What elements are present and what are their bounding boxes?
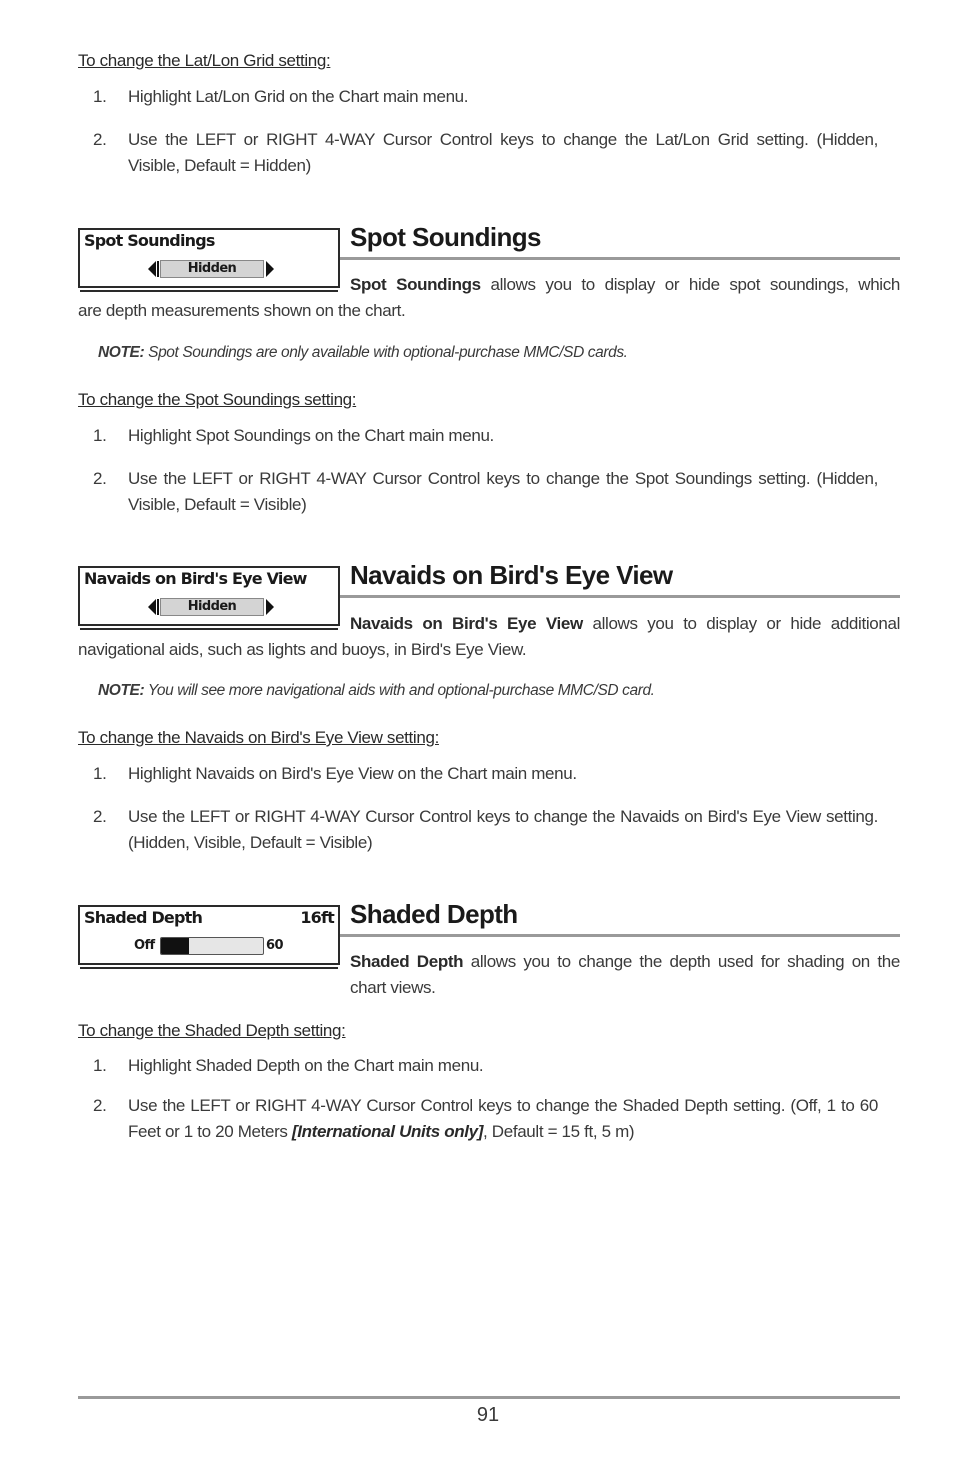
shaded-depth-title: Shaded Depth [350, 899, 518, 929]
navaids-menu-value: Hidden [160, 598, 264, 616]
navaids-menu-label: Navaids on Bird's Eye View [84, 569, 307, 588]
shaded-depth-lead-bold: Shaded Depth [350, 952, 464, 971]
navaids-heading: To change the Navaids on Bird's Eye View setting: [78, 728, 439, 747]
latlon-step-2-number: 2. [93, 130, 107, 149]
shaded-depth-heading: To change the Shaded Depth setting: [78, 1021, 346, 1040]
navaids-title: Navaids on Bird's Eye View [350, 560, 673, 590]
shaded-depth-description [350, 949, 900, 1001]
latlon-step-1-number: 1. [93, 87, 107, 106]
spot-soundings-description [78, 272, 900, 324]
navaids-note [98, 682, 655, 700]
latlon-heading: To change the Lat/Lon Grid setting: [78, 51, 331, 70]
shaded-depth-slider [160, 937, 264, 955]
menu-image-underline [80, 967, 338, 969]
shaded-depth-title-rule [340, 934, 900, 937]
shaded-step-2-number: 2. [93, 1096, 107, 1115]
page-number: 91 [476, 1404, 500, 1426]
navaids-description-cont: navigational aids, such as lights and buoys, in Bird's Eye View. [78, 640, 527, 659]
shaded-depth-menu-image [78, 905, 340, 965]
spot-step-2-number: 2. [93, 469, 107, 488]
spot-soundings-title: Spot Soundings [350, 222, 541, 252]
navaids-step-1-number: 1. [93, 764, 107, 783]
shaded-step-1-text: Highlight Shaded Depth on the Chart main menu. [128, 1056, 484, 1075]
shaded-step-1-number: 1. [93, 1056, 107, 1075]
spot-soundings-description-cont: are depth measurements shown on the chart. [78, 301, 406, 320]
shaded-step-2-text-before: Use the LEFT or RIGHT 4-WAY Cursor Control keys to change the Shaded Depth setting. (Off, 1 to 60 Feet or 1 to 20 Meters [128, 1096, 878, 1141]
spot-note-text: Spot Soundings are only available with optional-purchase MMC/SD cards. [144, 344, 628, 361]
spot-step-2-text: Use the LEFT or RIGHT 4-WAY Cursor Control keys to change the Spot Soundings setting. (Hidden, Visible, Default = Visible) [128, 469, 878, 514]
navaids-step-2-number: 2. [93, 807, 107, 826]
navaids-note-text: You will see more navigational aids with and optional-purchase MMC/SD card. [144, 682, 655, 699]
navaids-lead-rest: allows you to display or hide additional [582, 614, 900, 633]
spot-soundings-menu-label: Spot Soundings [84, 231, 215, 250]
navaids-step-2-text: Use the LEFT or RIGHT 4-WAY Cursor Control keys to change the Navaids on Bird's Eye View setting. (Hidden, Visible, Default = Visible) [128, 807, 878, 852]
navaids-description [78, 611, 900, 663]
spot-step-1-text: Highlight Spot Soundings on the Chart main menu. [128, 426, 494, 445]
shaded-step-2-emphasis: [International Units only] [291, 1122, 484, 1141]
navaids-lead-bold: Navaids on Bird's Eye View [350, 614, 583, 633]
latlon-step-2-text: Use the LEFT or RIGHT 4-WAY Cursor Control keys to change the Lat/Lon Grid setting. (Hidden, Visible, Default = Hidden) [128, 130, 878, 175]
footer-rule [78, 1396, 900, 1399]
spot-soundings-title-rule [340, 257, 900, 260]
shaded-depth-lead-rest: allows you to change the depth used for shading on the chart views. [350, 952, 900, 997]
navaids-title-rule [340, 595, 900, 598]
spot-step-1-number: 1. [93, 426, 107, 445]
latlon-step-1-text: Highlight Lat/Lon Grid on the Chart main menu. [128, 87, 469, 106]
spot-soundings-lead-rest: allows you to display or hide spot soundings, which [480, 275, 900, 294]
spot-note-label: NOTE: [98, 344, 145, 361]
slider-fill [161, 938, 189, 954]
slider-max-label: 60 [266, 938, 283, 953]
spot-soundings-note [98, 344, 628, 362]
shaded-step-2-text [128, 1093, 878, 1145]
navaids-note-label: NOTE: [98, 682, 145, 699]
shaded-depth-menu-label: Shaded Depth [84, 908, 203, 927]
spot-soundings-lead-bold: Spot Soundings [350, 275, 481, 294]
navaids-step-1-text: Highlight Navaids on Bird's Eye View on the Chart main menu. [128, 764, 577, 783]
spot-soundings-heading: To change the Spot Soundings setting: [78, 390, 357, 409]
spot-soundings-menu-value: Hidden [160, 260, 264, 278]
shaded-depth-menu-value: 16ft [300, 908, 334, 927]
shaded-step-2-text-after: , Default = 15 ft, 5 m) [483, 1122, 635, 1141]
slider-min-label: Off [134, 938, 155, 953]
